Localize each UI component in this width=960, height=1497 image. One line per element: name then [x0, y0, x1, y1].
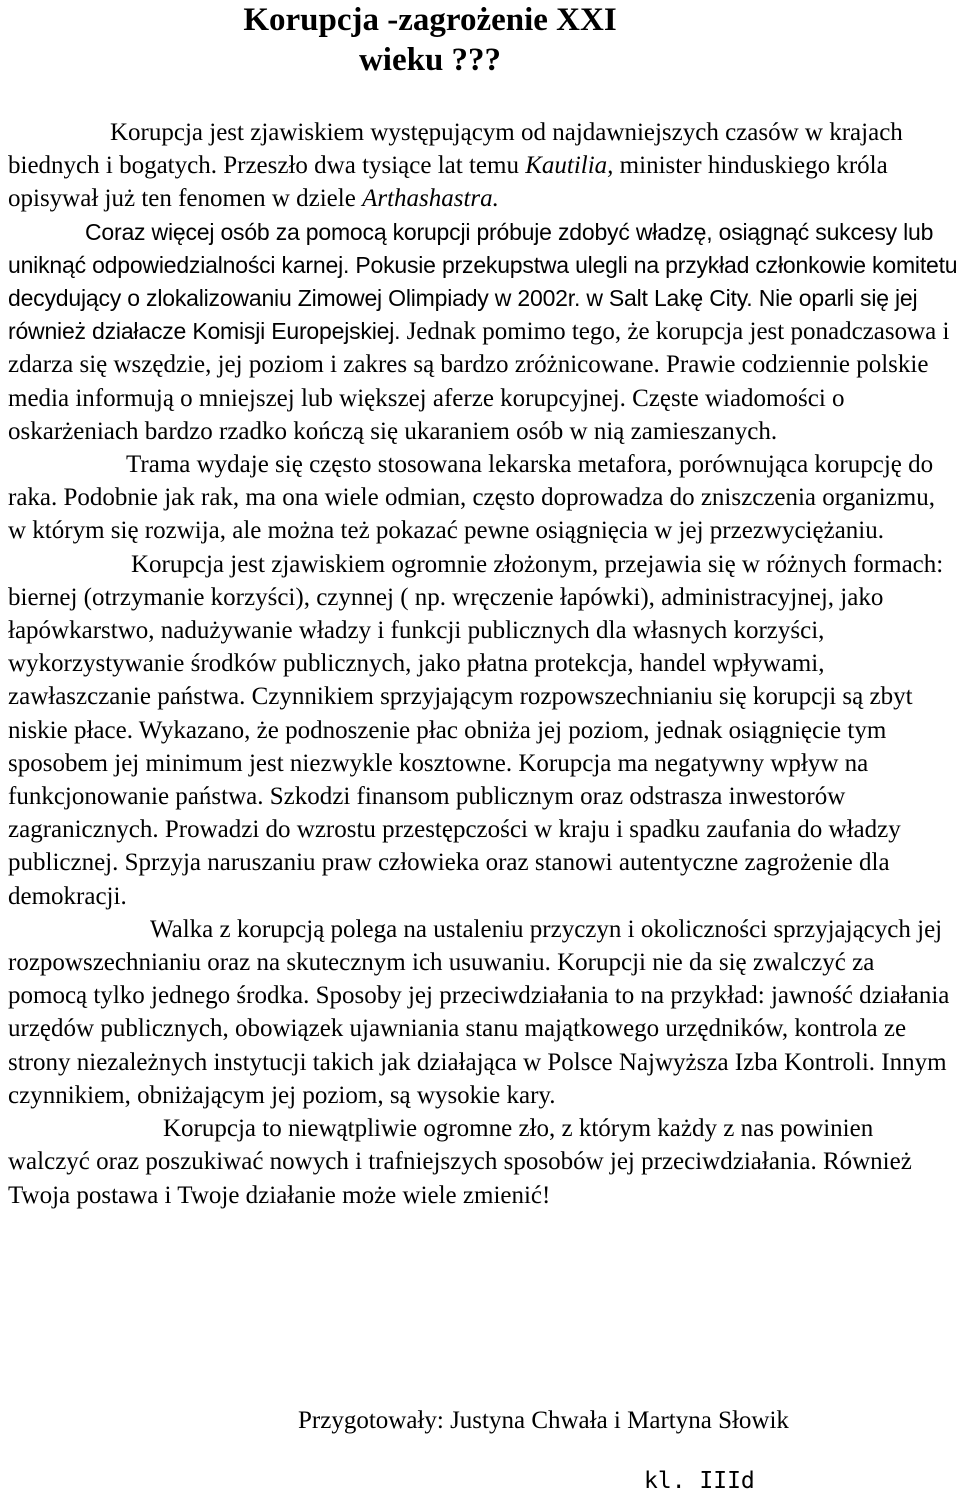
title-line-2: wieku ???: [358, 42, 502, 78]
paragraph-1: [8, 116, 958, 216]
paragraph-1-text-c: minister hinduskiego króla opisywał już ten fenomen w dziele: [8, 152, 888, 213]
paragraph-1-text-a: Korupcja jest zjawiskiem występującym od najdawniejszych czasów w krajach biednych i bogatych. Przeszło dwa tysiące lat temu: [8, 119, 903, 180]
paragraph-1-italic-arthashastra: Arthashastra.: [362, 185, 499, 213]
title-line-1: Korupcja -zagrożenie XXI: [243, 2, 617, 38]
paragraph-4: Korupcja jest zjawiskiem ogromnie złożonym, przejawia się w różnych formach: biernej (otrzymanie korzyści), czynnej ( np. wręczenie łapówki), administracyjnej, jako łapówkarstwo, nadużywanie władzy i funkcji publicznych dla własnych korzyści, wykorzystywanie środków publicznych, jako płatna protekcja, handel wpływami, zawłaszczanie państwa. Czynnikiem sprzyjającym rozpowszechnianiu się korupcji są zbyt niskie płace. Wykazano, że podnoszenie płac obniża jej poziom, jednak osiągnięcie tym sposobem jej minimum jest niezwykle kosztowne. Korupcja ma negatywny wpływ na funkcjonowanie państwa. Szkodzi finansom publicznym oraz odstrasza inwestorów zagranicznych. Prowadzi do wzrostu przestępczości w kraju i spadku zaufania do władzy publicznej. Sprzyja naruszaniu praw człowieka oraz stanowi autentyczne zagrożenie dla demokracji.: [8, 550, 944, 910]
document-body: [8, 116, 958, 1212]
paragraph-6: Korupcja to niewątpliwie ogromne zło, z którym każdy z nas powinien walczyć oraz poszukiwać nowych i trafniejszych sposobów jej przeciwdziałania. Również Twoja postawa i Twoje działanie może wiele zmienić!: [8, 1115, 912, 1209]
paragraph-1-italic-kautilia: Kautilia,: [525, 152, 614, 180]
paragraph-5: Walka z korupcją polega na ustaleniu przyczyn i okoliczności sprzyjających jej rozpowszechnianiu oraz na skutecznym ich usuwaniu. Korupcji nie da się zwalczyć za pomocą tylko jednego środka. Sposoby jej przeciwdziałania to na przykład: jawność działania urzędów publicznych, obowiązek ujawniania stanu majątkowego urzędników, kontrola ze strony niezależnych instytucji takich jak działająca w Polsce Najwyższa Izba Kontroli. Innym czynnikiem, obniżającym jej poziom, są wysokie kary.: [8, 915, 950, 1109]
paragraph-2-text-sans: Coraz więcej osób za pomocą korupcji próbuje zdobyć władzę, osiągnąć sukcesy lub uniknąć odpowiedzialności karnej. Pokusie przekupstwa ulegli na przykład członkowie komitetu decydujący o zlokalizowaniu Zimowej Olimpiady w 2002r. w Salt Lakę City. Nie oparli się jej również działacze Komisji Europejskiej.: [8, 218, 958, 345]
paragraph-2-text-serif: Jednak pomimo tego, że korupcja jest ponadczasowa i zdarza się wszędzie, jej poziom i zakres są bardzo zróżnicowane. Prawie codziennie polskie media informują o mniejszej lub większej aferze korupcyjnej. Częste wiadomości o oskarżeniach bardzo rzadko kończą się ukaraniem osób w nią zamieszanych.: [8, 318, 950, 445]
document-title: [180, 0, 680, 80]
class-label: kl. IIId: [644, 1468, 755, 1494]
signature: Przygotowały: Justyna Chwała i Martyna Słowik: [298, 1407, 789, 1434]
paragraph-2: [8, 216, 958, 448]
paragraph-3: Trama wydaje się często stosowana lekarska metafora, porównująca korupcję do raka. Podobnie jak rak, ma ona wiele odmian, często doprowadza do zniszczenia organizmu, w którym się rozwija, ale można też pokazać pewne osiągnięcia w jej przezwyciężaniu.: [8, 451, 935, 545]
